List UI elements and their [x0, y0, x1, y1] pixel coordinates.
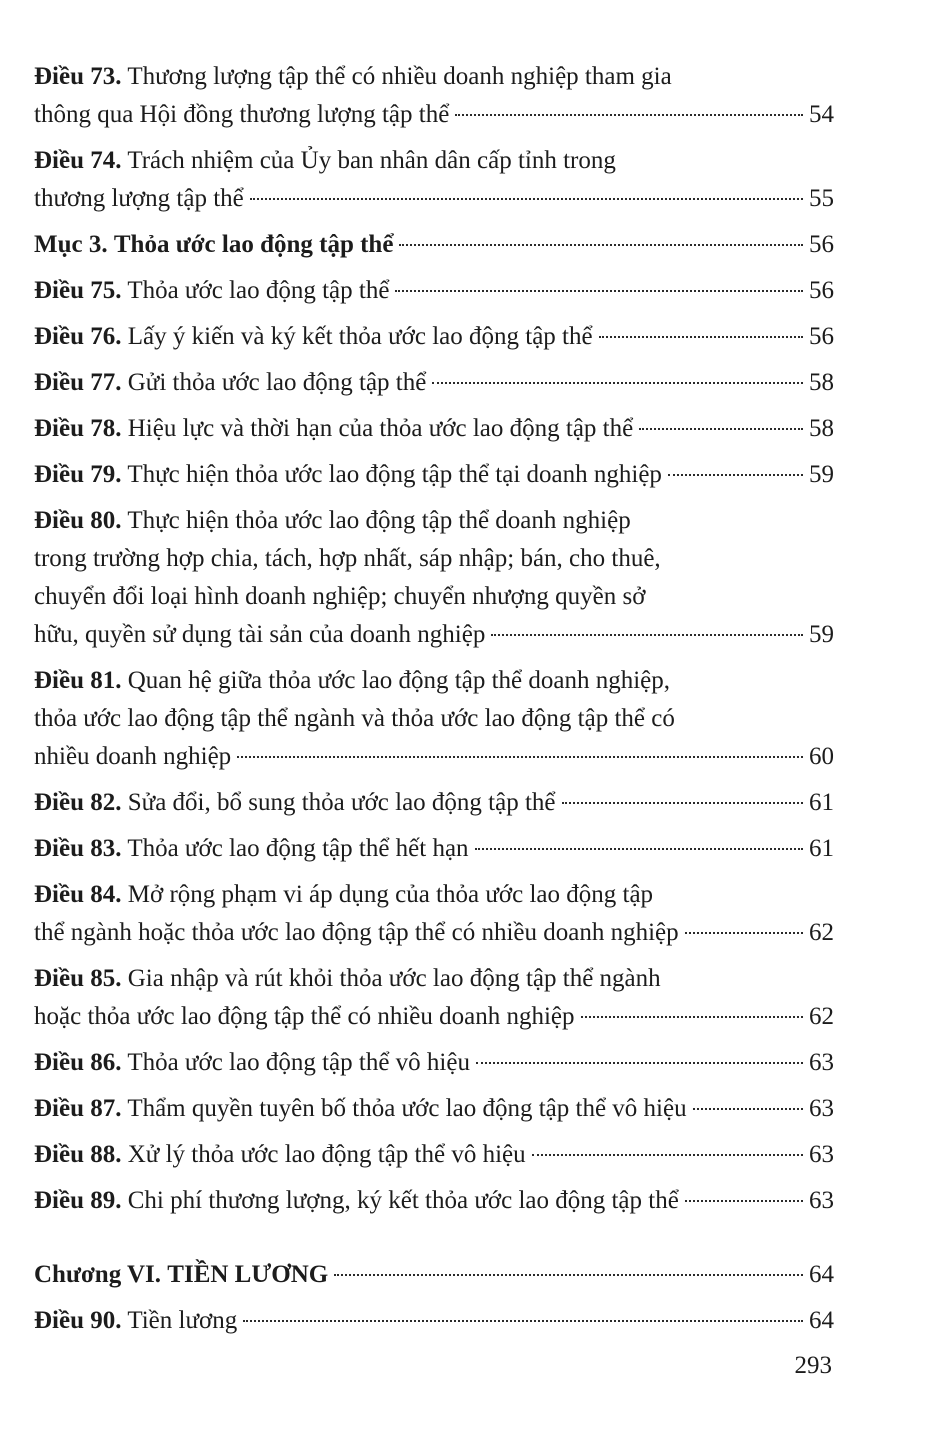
toc-section-entry: [34, 226, 834, 264]
entry-last-line: [34, 1090, 834, 1128]
entry-last-line: [34, 318, 834, 356]
toc-chapter-entry: [34, 1256, 834, 1294]
entry-last-line: [34, 1136, 834, 1174]
entry-title-line: [34, 662, 834, 700]
entry-page-number: 62: [809, 919, 834, 946]
entry-title: [34, 410, 633, 448]
entry-last-line: [34, 410, 834, 448]
dot-leader: [432, 382, 803, 384]
toc-entry: [34, 876, 834, 952]
entry-title-text: Thực hiện thỏa ước lao động tập thể tại doanh nghiệp: [127, 461, 662, 488]
toc-entry: [34, 1182, 834, 1220]
entry-title: [34, 180, 244, 218]
entry-label: Điều 84.: [34, 881, 122, 908]
entry-title-text: Thỏa ước lao động tập thể vô hiệu: [127, 1049, 470, 1076]
entry-title-text: Thỏa ước lao động tập thể hết hạn: [127, 835, 469, 862]
entry-title-text: thỏa ước lao động tập thể ngành và thỏa ước lao động tập thể có: [34, 705, 675, 732]
entry-page-number: 63: [809, 1095, 834, 1122]
entry-title: [34, 1302, 237, 1340]
entry-title: [34, 1136, 526, 1174]
toc-entry: [34, 830, 834, 868]
entry-title-text: thể ngành hoặc thỏa ước lao động tập thể có nhiều doanh nghiệp: [34, 919, 679, 946]
entry-title: [34, 998, 575, 1036]
entry-page-number: 62: [809, 1003, 834, 1030]
dot-leader: [685, 932, 803, 934]
entry-label: Chương VI.: [34, 1261, 162, 1288]
entry-label: Điều 89.: [34, 1187, 122, 1214]
entry-page-number: 63: [809, 1141, 834, 1168]
toc-entry: [34, 364, 834, 402]
entry-label: Điều 74.: [34, 147, 122, 174]
entry-title-text: Mở rộng phạm vi áp dụng của thỏa ước lao động tập: [127, 881, 654, 908]
entry-title: [34, 784, 556, 822]
entry-title: [34, 616, 485, 654]
dot-leader: [693, 1108, 803, 1110]
toc-entry: [34, 1136, 834, 1174]
entry-page-number: 61: [809, 789, 834, 816]
entry-last-line: [34, 1256, 834, 1294]
entry-title-text: nhiều doanh nghiệp: [34, 743, 232, 770]
toc-entry: [34, 318, 834, 356]
entry-label: Điều 75.: [34, 277, 122, 304]
entry-title-line: [34, 960, 834, 998]
entry-last-line: [34, 616, 834, 654]
entry-title-line: [34, 142, 834, 180]
dot-leader: [581, 1016, 803, 1018]
entry-page-number: 61: [809, 835, 834, 862]
toc-entry: [34, 662, 834, 776]
entry-page-number: 58: [809, 415, 834, 442]
entry-page-number: 56: [809, 231, 834, 258]
entry-title: [34, 1044, 470, 1082]
entry-label: Điều 85.: [34, 965, 122, 992]
entry-heading: TIỀN LƯƠNG: [167, 1261, 329, 1288]
entry-title: [34, 1256, 328, 1294]
entry-title: [34, 456, 662, 494]
entry-label: Điều 90.: [34, 1307, 122, 1334]
entry-title: [34, 1090, 687, 1128]
entry-title-text: Trách nhiệm của Ủy ban nhân dân cấp tỉnh trong: [127, 147, 616, 174]
entry-last-line: [34, 364, 834, 402]
entry-label: Điều 82.: [34, 789, 122, 816]
entry-title-text: Chi phí thương lượng, ký kết thỏa ước lao động tập thể: [127, 1187, 679, 1214]
dot-leader: [491, 634, 803, 636]
toc-entry: [34, 960, 834, 1036]
toc-entry: [34, 1302, 834, 1340]
entry-page-number: 63: [809, 1187, 834, 1214]
entry-last-line: [34, 272, 834, 310]
entry-page-number: 58: [809, 369, 834, 396]
entry-title-text: Xử lý thỏa ước lao động tập thể vô hiệu: [127, 1141, 526, 1168]
entry-last-line: [34, 456, 834, 494]
toc-entry: [34, 502, 834, 654]
entry-last-line: [34, 914, 834, 952]
entry-page-number: 59: [809, 621, 834, 648]
entry-title-text: Gia nhập và rút khỏi thỏa ước lao động tập thể ngành: [127, 965, 661, 992]
entry-title-text: Hiệu lực và thời hạn của thỏa ước lao động tập thể: [127, 415, 634, 442]
entry-title-line: [34, 876, 834, 914]
page-number: 293: [794, 1352, 832, 1379]
entry-title-text: Tiền lương: [127, 1307, 238, 1334]
entry-title-text: Thỏa ước lao động tập thể: [127, 277, 390, 304]
dot-leader: [532, 1154, 803, 1156]
entry-page-number: 64: [809, 1261, 834, 1288]
toc-entry: [34, 410, 834, 448]
dot-leader: [476, 1062, 803, 1064]
dot-leader: [685, 1200, 803, 1202]
entry-title-text: Sửa đổi, bổ sung thỏa ước lao động tập thể: [127, 789, 556, 816]
entry-label: Điều 80.: [34, 507, 122, 534]
entry-label: Điều 73.: [34, 63, 122, 90]
entry-title-text: trong trường hợp chia, tách, hợp nhất, sáp nhập; bán, cho thuê,: [34, 545, 661, 572]
entry-title-text: thông qua Hội đồng thương lượng tập thể: [34, 101, 450, 128]
dot-leader: [395, 290, 803, 292]
dot-leader: [237, 756, 803, 758]
entry-title: [34, 1182, 679, 1220]
entry-title: [34, 364, 426, 402]
entry-heading: Thỏa ước lao động tập thể: [113, 231, 394, 258]
entry-last-line: [34, 1044, 834, 1082]
toc-entry: [34, 1090, 834, 1128]
entry-last-line: [34, 96, 834, 134]
entry-page-number: 56: [809, 277, 834, 304]
entry-title-line: [34, 502, 834, 540]
entry-last-line: [34, 830, 834, 868]
dot-leader: [243, 1320, 803, 1322]
toc-entry: [34, 1044, 834, 1082]
entry-label: Điều 77.: [34, 369, 122, 396]
toc-entry: [34, 142, 834, 218]
entry-label: Điều 87.: [34, 1095, 122, 1122]
entry-page-number: 59: [809, 461, 834, 488]
entry-title-text: Thực hiện thỏa ước lao động tập thể doanh nghiệp: [127, 507, 631, 534]
entry-title: [34, 318, 593, 356]
entry-title: [34, 226, 393, 264]
entry-title: [34, 96, 449, 134]
toc-entry: [34, 272, 834, 310]
entry-label: Điều 88.: [34, 1141, 122, 1168]
toc-entry: [34, 456, 834, 494]
entry-label: Điều 76.: [34, 323, 122, 350]
entry-title-line: [34, 578, 834, 616]
entry-title: [34, 738, 231, 776]
entry-title: [34, 830, 469, 868]
entry-page-number: 54: [809, 101, 834, 128]
entry-page-number: 63: [809, 1049, 834, 1076]
table-of-contents: [34, 58, 834, 1348]
dot-leader: [639, 428, 803, 430]
entry-page-number: 64: [809, 1307, 834, 1334]
entry-title-text: Gửi thỏa ước lao động tập thể: [127, 369, 427, 396]
entry-title: [34, 272, 389, 310]
dot-leader: [668, 474, 803, 476]
entry-title-text: thương lượng tập thể: [34, 185, 244, 212]
entry-title-text: chuyển đổi loại hình doanh nghiệp; chuyển nhượng quyền sở: [34, 583, 646, 610]
entry-title: [34, 914, 679, 952]
entry-last-line: [34, 180, 834, 218]
entry-page-number: 55: [809, 185, 834, 212]
entry-last-line: [34, 226, 834, 264]
entry-label: Điều 86.: [34, 1049, 122, 1076]
dot-leader: [399, 244, 803, 246]
dot-leader: [455, 114, 803, 116]
dot-leader: [250, 198, 803, 200]
entry-label: Điều 79.: [34, 461, 122, 488]
entry-last-line: [34, 738, 834, 776]
entry-last-line: [34, 998, 834, 1036]
entry-title-line: [34, 700, 834, 738]
dot-leader: [562, 802, 803, 804]
entry-label: Điều 83.: [34, 835, 122, 862]
dot-leader: [334, 1274, 803, 1276]
entry-label: Điều 78.: [34, 415, 122, 442]
entry-title-text: hoặc thỏa ước lao động tập thể có nhiều doanh nghiệp: [34, 1003, 575, 1030]
toc-entry: [34, 784, 834, 822]
entry-title-text: Quan hệ giữa thỏa ước lao động tập thể doanh nghiệp,: [127, 667, 671, 694]
entry-label: Điều 81.: [34, 667, 122, 694]
entry-page-number: 60: [809, 743, 834, 770]
dot-leader: [475, 848, 803, 850]
entry-title-line: [34, 58, 834, 96]
entry-title-text: Thẩm quyền tuyên bố thỏa ước lao động tập thể vô hiệu: [127, 1095, 687, 1122]
entry-last-line: [34, 784, 834, 822]
entry-label: Mục 3.: [34, 231, 108, 258]
entry-title-text: hữu, quyền sử dụng tài sản của doanh nghiệp: [34, 621, 486, 648]
entry-last-line: [34, 1302, 834, 1340]
dot-leader: [599, 336, 803, 338]
entry-last-line: [34, 1182, 834, 1220]
entry-title-text: Thương lượng tập thể có nhiều doanh nghiệp tham gia: [127, 63, 672, 90]
entry-title-text: Lấy ý kiến và ký kết thỏa ước lao động tập thể: [127, 323, 593, 350]
entry-page-number: 56: [809, 323, 834, 350]
toc-entry: [34, 58, 834, 134]
entry-title-line: [34, 540, 834, 578]
